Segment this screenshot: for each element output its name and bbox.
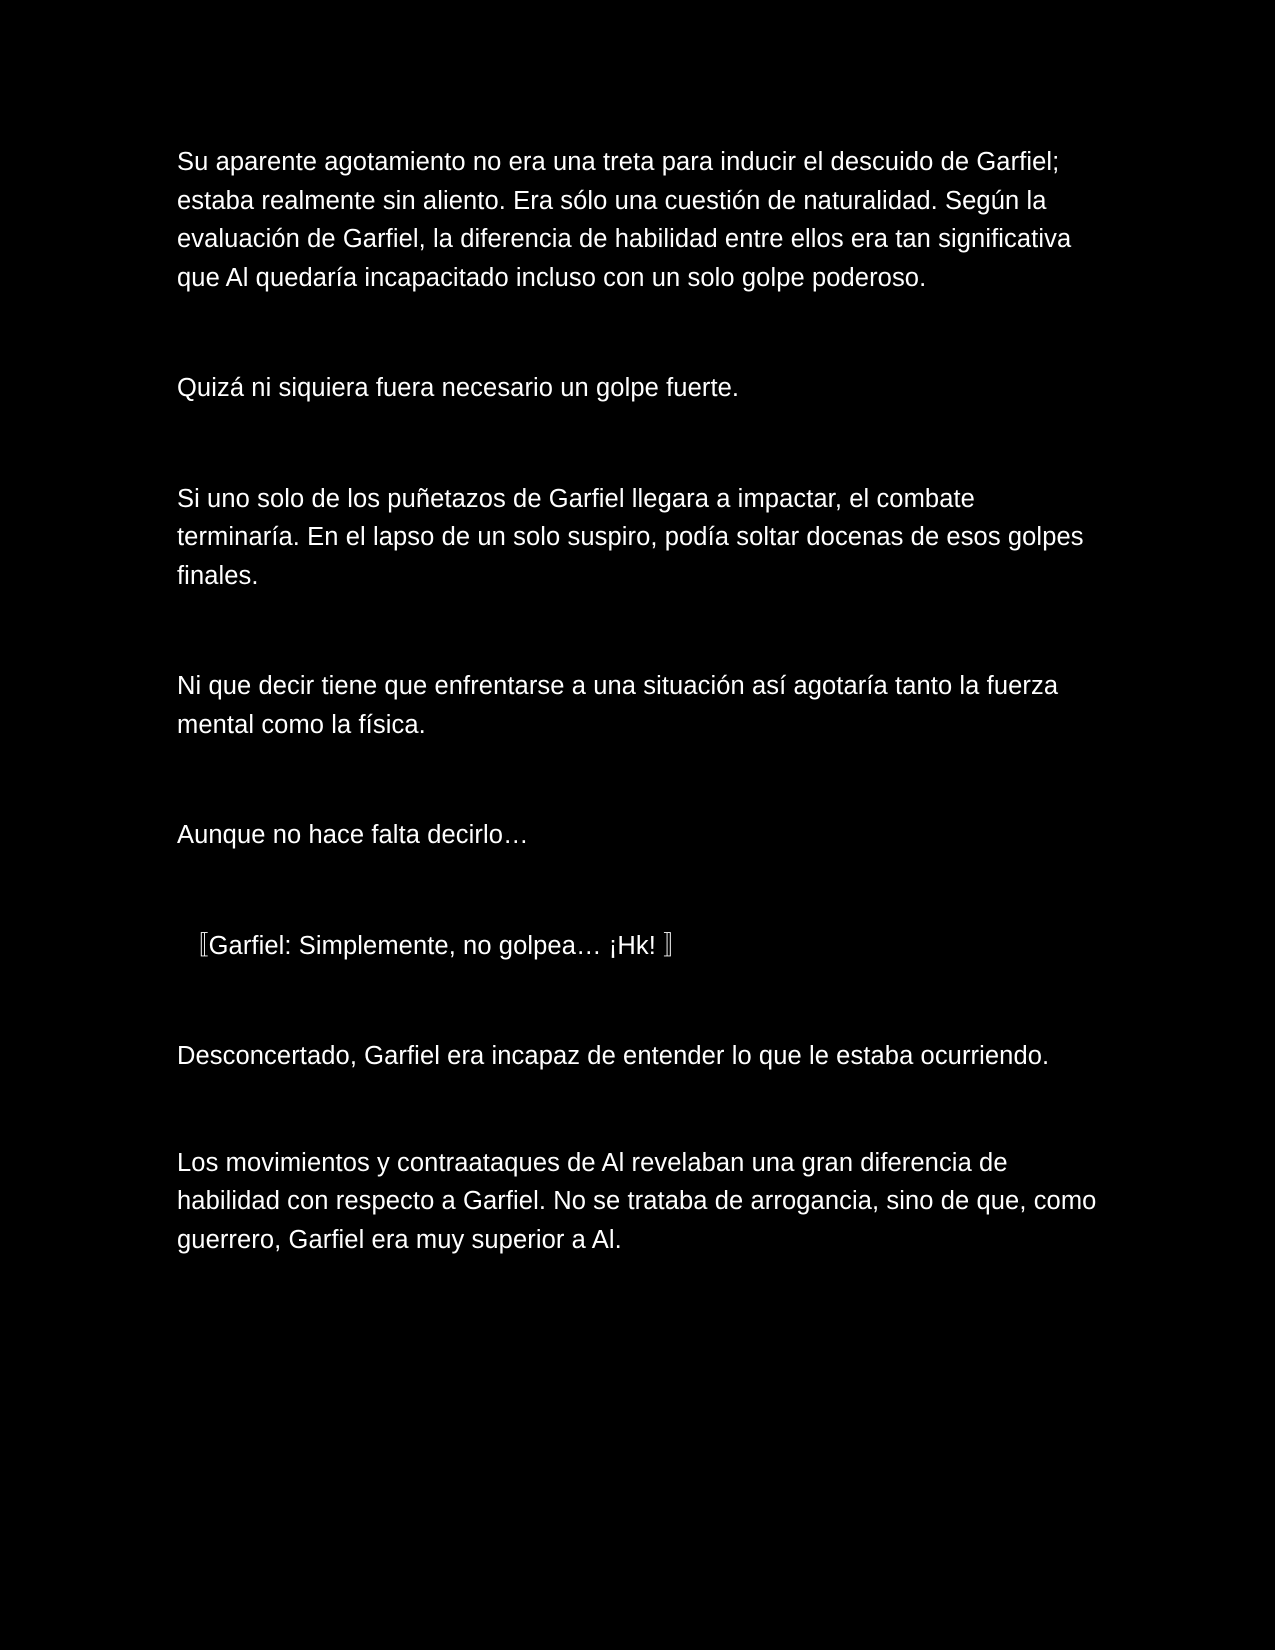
dialogue-line: 〚Garfiel: Simplemente, no golpea… ¡Hk! 〛 bbox=[183, 931, 689, 960]
paragraph-8: Los movimientos y contraataques de Al revelaban una gran diferencia de habilidad con respecto a Garfiel. No se trataba de arrogancia, sino de que, como guerrero, Garfiel era muy superior a Al. bbox=[177, 1148, 1097, 1254]
paragraph-5: Aunque no hace falta decirlo… bbox=[177, 821, 529, 849]
paragraph-3: Si uno solo de los puñetazos de Garfiel llegara a impactar, el combate terminaría. En el lapso de un solo suspiro, podía soltar docenas de esos golpes finales. bbox=[177, 484, 1084, 590]
paragraph-7: Desconcertado, Garfiel era incapaz de entender lo que le estaba ocurriendo. bbox=[177, 1042, 1050, 1070]
paragraph-4: Ni que decir tiene que enfrentarse a una situación así agotaría tanto la fuerza mental como la física. bbox=[177, 672, 1059, 739]
paragraph-1: Su aparente agotamiento no era una treta para inducir el descuido de Garfiel; estaba realmente sin aliento. Era sólo una cuestión de naturalidad. Según la evaluación de Garfiel, la diferencia de habilidad entre ellos era tan significativa que Al quedaría incapacitado incluso con un solo golpe poderoso. bbox=[177, 148, 1072, 292]
paragraph-2: Quizá ni siquiera fuera necesario un golpe fuerte. bbox=[177, 374, 740, 402]
text-column bbox=[177, 143, 1097, 1259]
